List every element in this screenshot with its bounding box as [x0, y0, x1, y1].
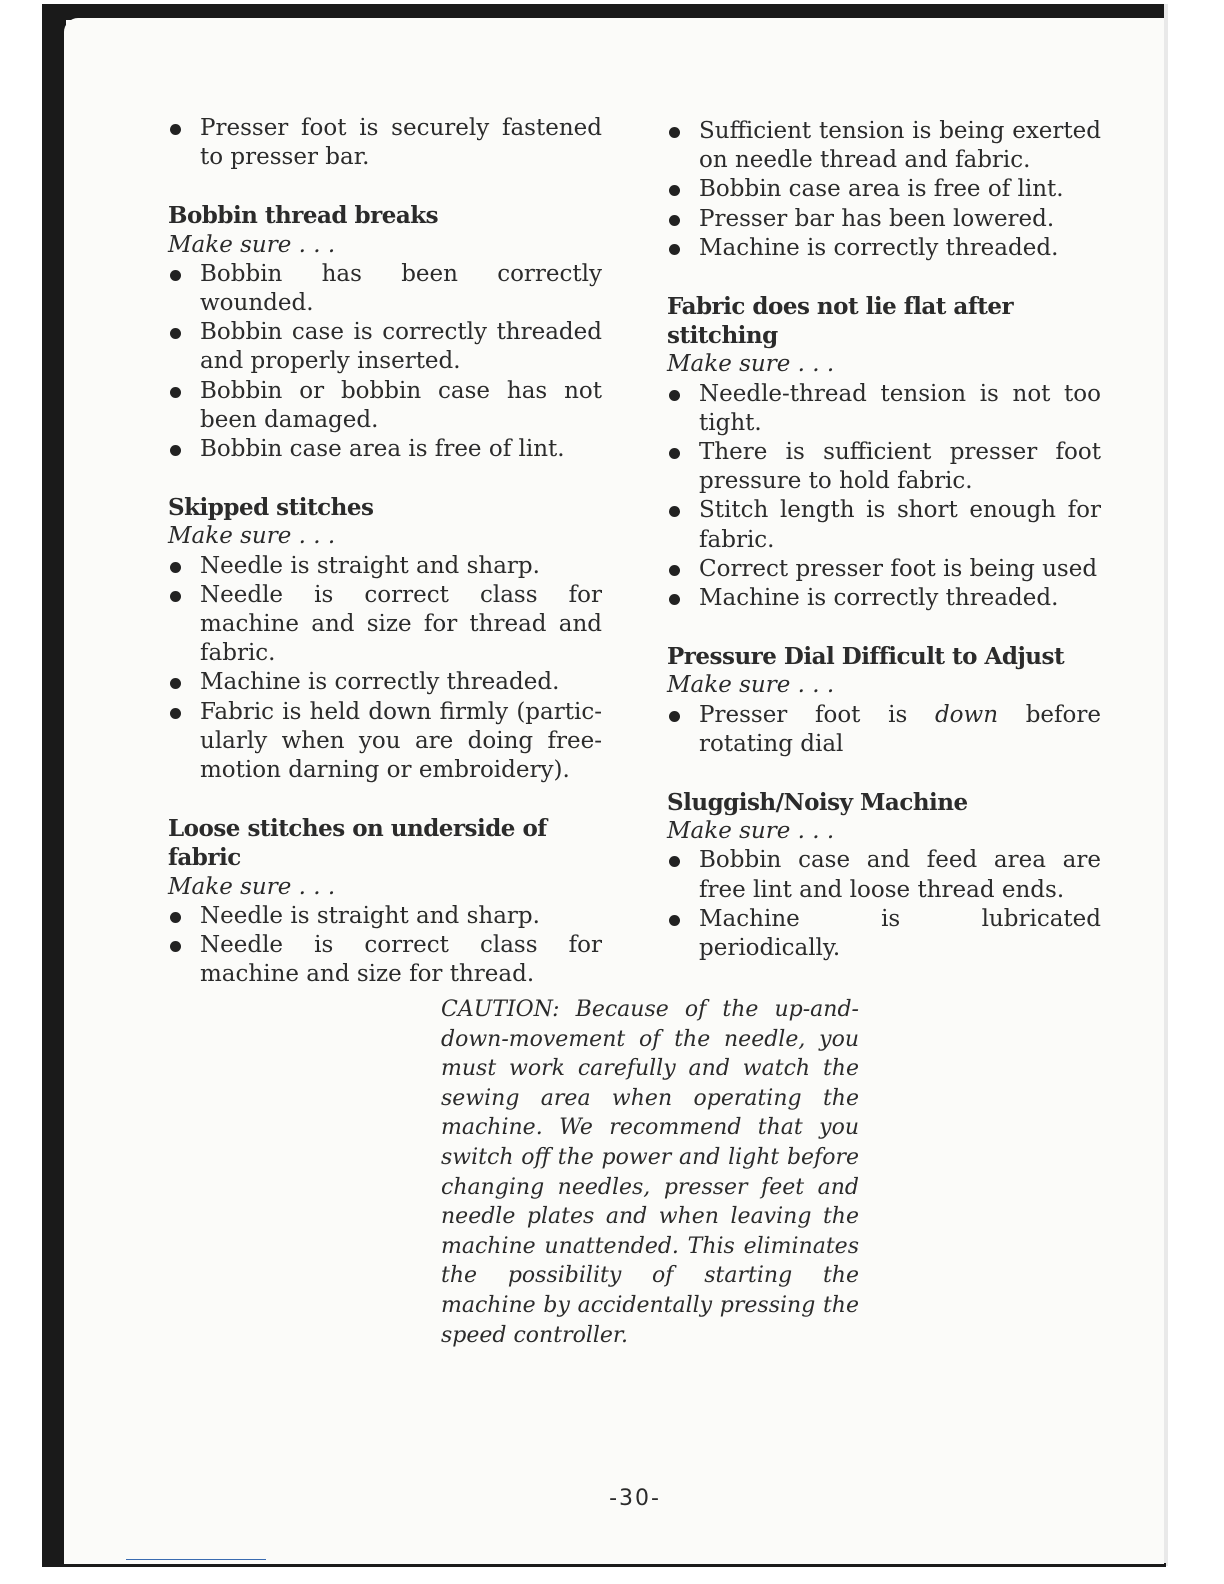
caution-note: CAUTION: Because of the up-and-down-movement of the needle, you must work carefully and watch the sewing area when operating the machine. We recommend that you switch off the power and light before changing needles, presser feet and needle plates and when leaving the machine unattended. This eliminates the possibility of starting the machine by accidentally pressing the speed controller.	[441, 997, 859, 1348]
list-item: Fabric is held down firmly (partic-ularly when you are doing free-motion darning or embroidery).	[168, 698, 602, 786]
list-item: Bobbin case is correctly threaded and properly inserted.	[168, 318, 602, 376]
bullet-text-end: before rotating dial	[699, 701, 1101, 757]
section-heading: Skipped stitches	[168, 494, 374, 522]
section-heading: Sluggish/Noisy Machine	[667, 789, 968, 817]
list-item: Machine is correctly threaded.	[667, 234, 1101, 263]
list-item: Needle is correct class for machine and size for thread and fabric.	[168, 581, 602, 669]
section-heading: Bobbin thread breaks	[168, 202, 439, 230]
bullet-text-start: Presser foot is	[699, 701, 935, 728]
section-heading: Fabric does not lie flat after stitching	[667, 293, 1014, 350]
list-item: Bobbin has been correctly wounded.	[168, 260, 602, 318]
list-item: Machine is correctly threaded.	[168, 668, 602, 697]
list-item: Machine is lubricated periodically.	[667, 905, 1101, 963]
section-subheading: Make sure . . .	[667, 351, 835, 378]
intro-list	[667, 117, 1101, 263]
scan-border-left	[42, 4, 66, 1566]
list-item: Needle is straight and sharp.	[168, 902, 602, 931]
list-item: Sufficient tension is being exerted on needle thread and fabric.	[667, 117, 1101, 175]
footer-rule	[126, 1559, 266, 1560]
section-list	[168, 902, 602, 990]
bullet-text-emphasis: down	[934, 701, 999, 728]
section-list	[168, 552, 602, 786]
list-item: Presser foot is securely fastened to presser bar.	[168, 114, 602, 172]
section-heading: Pressure Dial Difficult to Adjust	[667, 643, 1065, 671]
scan-border-right	[1164, 4, 1168, 1566]
section-subheading: Make sure . . .	[168, 523, 336, 550]
section-list	[168, 260, 602, 464]
section-list	[667, 846, 1101, 963]
right-column	[667, 117, 1101, 963]
list-item: Bobbin or bobbin case has not been damaged.	[168, 377, 602, 435]
list-item: Bobbin case area is free of lint.	[667, 175, 1101, 204]
list-item: There is sufficient presser foot pressure to hold fabric.	[667, 438, 1101, 496]
section-heading: Loose stitches on underside of fabric	[168, 815, 547, 872]
list-item: Needle is correct class for machine and size for thread.	[168, 931, 602, 989]
section-subheading: Make sure . . .	[667, 672, 835, 699]
section-subheading: Make sure . . .	[168, 231, 336, 258]
list-item: Machine is correctly threaded.	[667, 584, 1101, 613]
list-item	[667, 701, 1101, 759]
list-item: Needle is straight and sharp.	[168, 552, 602, 581]
list-item: Needle-thread tension is not too tight.	[667, 380, 1101, 438]
list-item: Bobbin case area is free of lint.	[168, 435, 602, 464]
section-subheading: Make sure . . .	[168, 873, 336, 900]
list-item: Correct presser foot is being used	[667, 555, 1101, 584]
list-item: Bobbin case and feed area are free lint and loose thread ends.	[667, 846, 1101, 904]
section-subheading: Make sure . . .	[667, 818, 835, 845]
section-list	[667, 380, 1101, 614]
section-list	[667, 701, 1101, 759]
left-column	[168, 114, 602, 989]
list-item: Stitch length is short enough for fabric.	[667, 496, 1101, 554]
page-number: -30-	[609, 1486, 661, 1511]
intro-list	[168, 114, 602, 172]
list-item: Presser bar has been lowered.	[667, 205, 1101, 234]
